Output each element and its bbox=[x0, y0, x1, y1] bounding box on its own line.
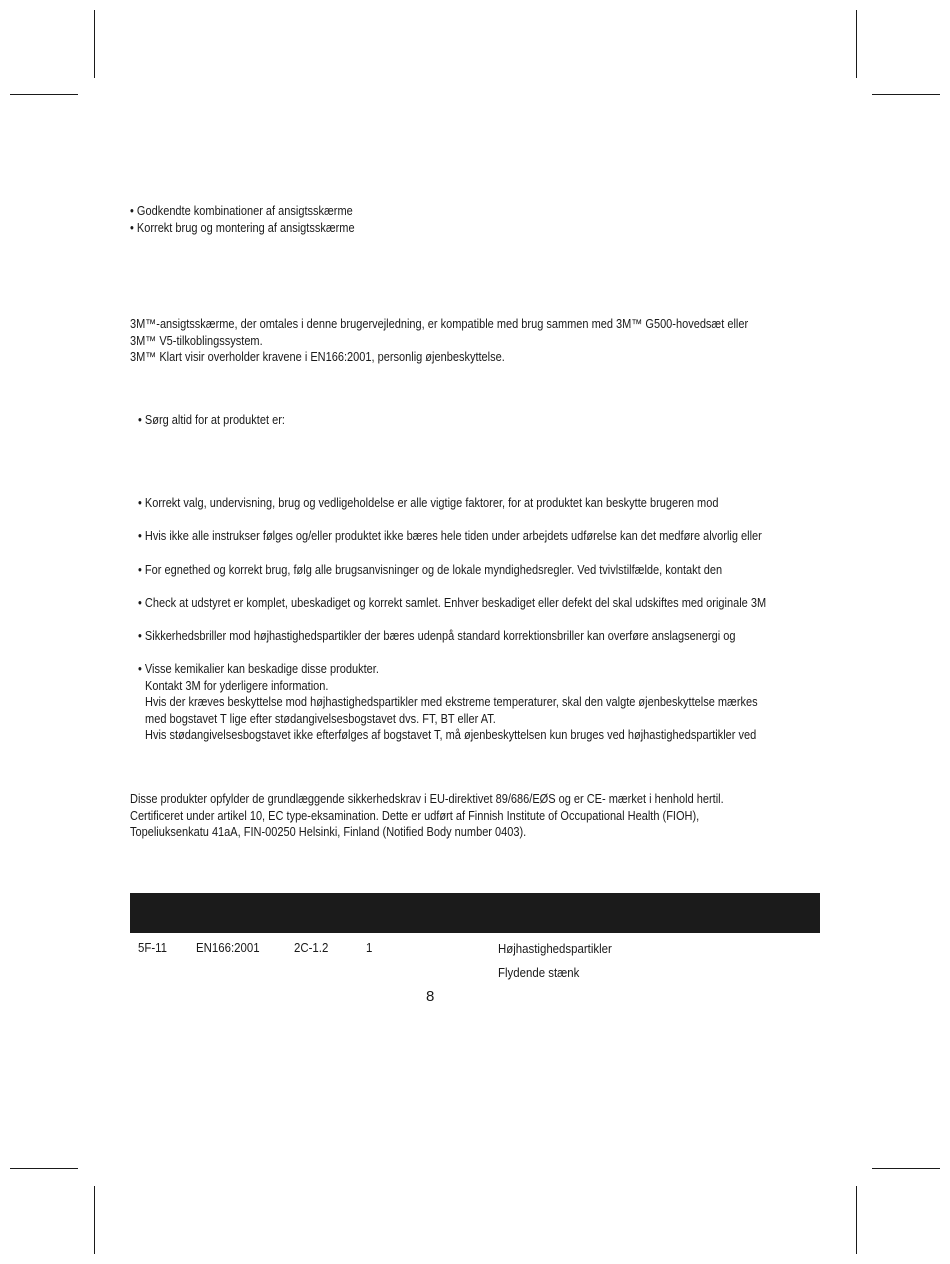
warning-item: • For egnethed og korrekt brug, følg alle brugsanvisninger og de lokale myndighedsregler. Ved tvivlstilfælde, kontakt den bbox=[138, 563, 723, 577]
compatibility-line: 3M™ Klart visir overholder kravene i EN166:2001, personlig øjenbeskyttelse. bbox=[130, 350, 505, 364]
ensure-label: • Sørg altid for at produktet er: bbox=[138, 413, 285, 427]
warning-item: • Check at udstyret er komplet, ubeskadiget og korrekt samlet. Enhver beskadiget eller defekt del skal udskiftes med originale 3M bbox=[138, 596, 767, 610]
intro-bullet: • Godkendte kombinationer af ansigtsskærme bbox=[130, 204, 353, 218]
table-cell-class: 1 bbox=[366, 940, 373, 955]
crop-mark bbox=[872, 1168, 940, 1169]
approval-line: Topeliuksenkatu 41aA, FIN-00250 Helsinki, Finland (Notified Body number 0403). bbox=[130, 825, 527, 839]
crop-mark bbox=[10, 1168, 78, 1169]
warning-item: • Korrekt valg, undervisning, brug og vedligeholdelse er alle vigtige faktorer, for at produktet kan beskytte brugeren mod bbox=[138, 496, 719, 510]
page-number: 8 bbox=[426, 988, 435, 1005]
chemicals-line: med bogstavet T lige efter stødangivelsesbogstavet dvs. FT, BT eller AT. bbox=[145, 711, 496, 726]
compatibility-line: 3M™-ansigtsskærme, der omtales i denne brugervejledning, er kompatible med brug sammen med 3M™ G500-hovedsæt eller bbox=[130, 317, 749, 331]
table-cell-standard: EN166:2001 bbox=[196, 940, 260, 955]
crop-mark bbox=[856, 10, 857, 78]
table-header-bar bbox=[130, 893, 820, 933]
chemicals-line: Kontakt 3M for yderligere information. bbox=[145, 678, 329, 693]
intro-bullet-list bbox=[130, 203, 355, 236]
approval-paragraph bbox=[130, 791, 724, 841]
crop-mark bbox=[10, 94, 78, 95]
table-cell-hazard: Højhastighedspartikler bbox=[498, 941, 612, 956]
compatibility-paragraph bbox=[130, 316, 748, 366]
chemicals-block bbox=[138, 661, 758, 744]
chemicals-line: Hvis stødangivelsesbogstavet ikke efterfølges af bogstavet T, må øjenbeskyttelsen kun bruges ved højhastighedspartikler ved bbox=[145, 728, 757, 742]
crop-mark bbox=[872, 94, 940, 95]
crop-mark bbox=[94, 10, 95, 78]
approval-line: Disse produkter opfylder de grundlæggende sikkerhedskrav i EU-direktivet 89/686/EØS og er CE- mærket i henhold hertil. bbox=[130, 792, 724, 806]
intro-bullet: • Korrekt brug og montering af ansigtsskærme bbox=[130, 220, 355, 235]
warning-item: • Hvis ikke alle instrukser følges og/eller produktet ikke bæres hele tiden under arbejdets udførelse kan det medføre alvorlig eller bbox=[138, 529, 762, 543]
chemicals-line: Hvis der kræves beskyttelse mod højhastighedspartikler med ekstreme temperaturer, skal den valgte øjenbeskyttelse mærkes bbox=[145, 695, 758, 709]
table-cell-model: 5F-11 bbox=[138, 940, 168, 955]
crop-mark bbox=[856, 1186, 857, 1254]
warning-item: • Sikkerhedsbriller mod højhastighedspartikler der bæres udenpå standard korrektionsbriller kan overføre anslagsenergi og bbox=[138, 629, 736, 643]
approval-line: Certificeret under artikel 10, EC type-eksamination. Dette er udført af Finnish Institute of Occupational Health (FIOH), bbox=[130, 808, 700, 823]
crop-mark bbox=[94, 1186, 95, 1254]
table-cell-hazard: Flydende stænk bbox=[498, 965, 580, 980]
chemicals-line: • Visse kemikalier kan beskadige disse produkter. bbox=[138, 662, 379, 676]
compatibility-line: 3M™ V5-tilkoblingssystem. bbox=[130, 333, 263, 348]
table-cell-marking: 2C-1.2 bbox=[294, 940, 329, 955]
